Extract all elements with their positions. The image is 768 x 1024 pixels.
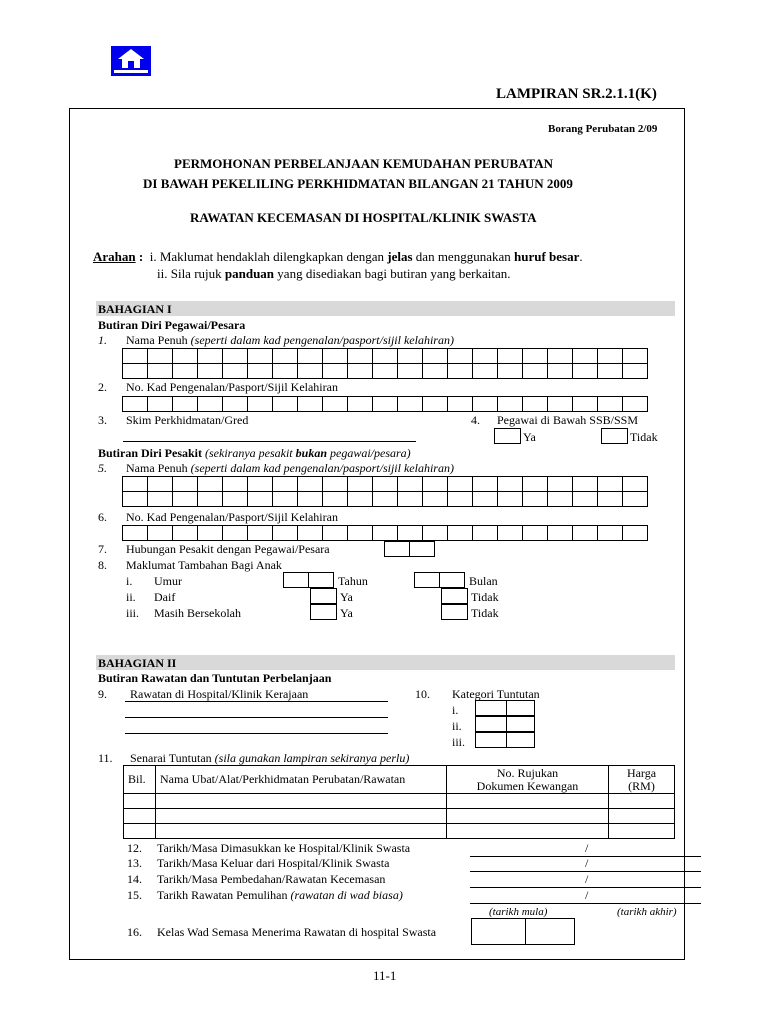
q16-label: Kelas Wad Semasa Menerima Rawatan di hospital Swasta	[157, 925, 437, 939]
q15-hint: (rawatan di wad biasa)	[290, 888, 403, 902]
q11-label-text: Senarai Tuntutan	[130, 751, 215, 765]
section-bar-part2	[96, 655, 675, 670]
q8-schooling-yes-label: Ya	[340, 606, 353, 620]
officer-heading: Butiran Diri Pegawai/Pesara	[98, 318, 246, 332]
q7-relation-boxes[interactable]	[385, 541, 435, 557]
q8-schooling-no-checkbox[interactable]	[441, 604, 468, 620]
col-price-line2: (RM)	[628, 778, 655, 793]
q13-label: Tarikh/Masa Keluar dari Hospital/Klinik Swasta	[157, 856, 390, 870]
q6-label: No. Kad Pengenalan/Pasport/Sijil Kelahiran	[126, 510, 338, 524]
q10-category-boxes-3[interactable]	[476, 732, 535, 748]
q11-label	[130, 751, 409, 765]
table-row[interactable]	[124, 794, 675, 809]
q2-number: 2.	[98, 380, 107, 394]
col-ref-line1: No. Rujukan	[496, 765, 559, 780]
q8-age-years-boxes[interactable]	[284, 572, 334, 588]
q12-number: 12.	[127, 841, 142, 855]
q7-label: Hubungan Pesakit dengan Pegawai/Pesara	[126, 542, 330, 556]
end-date-hint: (tarikh akhir)	[617, 906, 677, 918]
q11-hint: (sila gunakan lampiran sekiranya perlu)	[214, 751, 410, 765]
q10-ii: ii.	[452, 719, 462, 733]
claims-table-header	[124, 766, 675, 794]
q15-number: 15.	[127, 888, 142, 902]
q12-slash: /	[585, 841, 589, 855]
q5-label-text: Nama Penuh	[126, 461, 191, 475]
q9-answer-line-2[interactable]	[125, 717, 388, 718]
q1-number: 1.	[98, 333, 107, 347]
instructions-label: Arahan	[93, 249, 136, 264]
q8-schooling-yes-checkbox[interactable]	[310, 604, 337, 620]
claims-table	[123, 765, 675, 839]
q9-label: Rawatan di Hospital/Klinik Kerajaan	[130, 687, 309, 701]
patient-heading	[98, 446, 411, 460]
q8-disabled-yes-label: Ya	[340, 590, 353, 604]
instruction-text: ii. Sila rujuk	[157, 266, 225, 281]
q12-label: Tarikh/Masa Dimasukkan ke Hospital/Klinik Swasta	[157, 841, 411, 855]
patient-hint-emphasis: bukan	[295, 446, 327, 460]
form-number: Borang Perubatan 2/09	[548, 123, 658, 135]
q8-disabled-no-checkbox[interactable]	[441, 588, 468, 604]
col-ref-line2: Dokumen Kewangan	[476, 778, 579, 793]
q6-ic-boxes[interactable]	[123, 525, 648, 541]
col-ref	[447, 766, 609, 794]
q16-ward-class-boxes[interactable]	[472, 918, 575, 934]
q8-disabled-yes-checkbox[interactable]	[310, 588, 337, 604]
q1-hint: (seperti dalam kad pengenalan/pasport/sijil kelahiran)	[190, 333, 454, 347]
q8-iii-number: iii.	[126, 606, 140, 620]
q6-number: 6.	[98, 510, 107, 524]
q10-label: Kategori Tuntutan	[452, 687, 540, 701]
form-title-line2: DI BAWAH PEKELILING PERKHIDMATAN BILANGAN 21 TAHUN 2009	[143, 176, 573, 191]
q1-label-text: Nama Penuh	[126, 333, 191, 347]
instruction-emphasis: panduan	[224, 266, 275, 281]
page-number: 11-1	[373, 968, 397, 983]
patient-heading-text: Butiran Diri Pesakit	[98, 446, 205, 460]
q5-number: 5.	[98, 461, 107, 475]
instruction-text: i. Maklumat hendaklah dilengkapkan dengan	[149, 249, 388, 264]
q5-label	[126, 461, 454, 475]
q13-number: 13.	[127, 856, 142, 870]
q8-schooling-label: Masih Bersekolah	[154, 606, 241, 620]
q5-name-boxes-row2[interactable]	[123, 491, 648, 507]
col-bil: Bil.	[124, 766, 156, 794]
q10-category-boxes-2[interactable]	[476, 716, 535, 732]
q8-number: 8.	[98, 558, 107, 572]
col-item: Nama Ubat/Alat/Perkhidmatan Perubatan/Rawatan	[156, 766, 447, 794]
col-price-line1: Harga	[626, 765, 657, 780]
q10-iii: iii.	[452, 735, 466, 749]
q8-age-label: Umur	[154, 574, 182, 588]
q5-name-boxes-row1[interactable]	[123, 476, 648, 492]
q3-number: 3.	[98, 413, 107, 427]
q16-number: 16.	[127, 925, 142, 939]
q15-label-text: Tarikh Rawatan Pemulihan	[157, 888, 291, 902]
q15-slash: /	[585, 888, 589, 902]
instructions-colon: :	[135, 249, 144, 264]
q2-ic-boxes[interactable]	[123, 396, 648, 412]
q13-slash: /	[585, 856, 589, 870]
logo-icon	[110, 45, 152, 77]
q1-label	[126, 333, 454, 347]
instruction-emphasis: jelas	[387, 249, 413, 264]
q8-age-months-boxes[interactable]	[415, 572, 465, 588]
q8-ii-number: ii.	[126, 590, 136, 604]
q4-no-checkbox[interactable]	[601, 428, 628, 444]
months-label: Bulan	[469, 574, 498, 588]
instruction-text: dan menggunakan	[412, 249, 514, 264]
q9-answer-line-1[interactable]	[125, 701, 388, 702]
q14-slash: /	[585, 872, 589, 886]
instruction-text: .	[579, 249, 583, 264]
q14-number: 14.	[127, 872, 142, 886]
patient-hint: (sekiranya pesakit	[205, 446, 296, 460]
q10-number: 10.	[415, 687, 430, 701]
q3-answer-line[interactable]	[123, 441, 416, 442]
q8-schooling-no-label: Tidak	[471, 606, 499, 620]
form-title-line1: PERMOHONAN PERBELANJAAN KEMUDAHAN PERUBATAN	[174, 156, 554, 171]
q10-i: i.	[452, 703, 459, 717]
section-bar-part1	[96, 301, 675, 316]
instruction-text: yang disediakan bagi butiran yang berkaitan.	[274, 266, 511, 281]
part2-heading: Butiran Rawatan dan Tuntutan Perbelanjaan	[98, 671, 332, 685]
q3-label: Skim Perkhidmatan/Gred	[126, 413, 249, 427]
q10-category-boxes-1[interactable]	[476, 700, 535, 716]
q7-number: 7.	[98, 542, 107, 556]
table-row[interactable]	[124, 809, 675, 824]
q9-number: 9.	[98, 687, 107, 701]
instructions-line2	[157, 266, 511, 281]
instruction-emphasis: huruf besar	[514, 249, 580, 264]
col-price	[609, 766, 675, 794]
table-row[interactable]	[124, 824, 675, 839]
q8-disabled-label: Daif	[154, 590, 176, 604]
form-subtitle: RAWATAN KECEMASAN DI HOSPITAL/KLINIK SWASTA	[190, 210, 537, 225]
q8-label: Maklumat Tambahan Bagi Anak	[126, 558, 282, 572]
q4-no-label: Tidak	[630, 430, 658, 444]
q4-yes-label: Ya	[523, 430, 536, 444]
q1-name-boxes-row2[interactable]	[123, 363, 648, 379]
q8-disabled-no-label: Tidak	[471, 590, 499, 604]
q5-hint: (seperti dalam kad pengenalan/pasport/sijil kelahiran)	[190, 461, 454, 475]
q4-label: Pegawai di Bawah SSB/SSM	[497, 413, 639, 427]
q4-yes-checkbox[interactable]	[494, 428, 521, 444]
instructions-line1	[93, 249, 583, 264]
q11-number: 11.	[98, 751, 113, 765]
annex-label: LAMPIRAN SR.2.1.1(K)	[496, 86, 657, 102]
q8-i-number: i.	[126, 574, 133, 588]
q15-label	[157, 888, 403, 902]
q4-number: 4.	[471, 413, 480, 427]
part2-title: BAHAGIAN II	[98, 656, 177, 670]
start-date-hint: (tarikh mula)	[489, 906, 548, 918]
q14-label: Tarikh/Masa Pembedahan/Rawatan Kecemasan	[157, 872, 386, 886]
q9-answer-line-3[interactable]	[125, 733, 388, 734]
years-label: Tahun	[338, 574, 368, 588]
q15-answer-line[interactable]	[470, 903, 701, 904]
q2-label: No. Kad Pengenalan/Pasport/Sijil Kelahiran	[126, 380, 338, 394]
part1-title: BAHAGIAN I	[98, 302, 172, 316]
q1-name-boxes-row1[interactable]	[123, 348, 648, 364]
patient-hint: pegawai/pesara)	[327, 446, 411, 460]
